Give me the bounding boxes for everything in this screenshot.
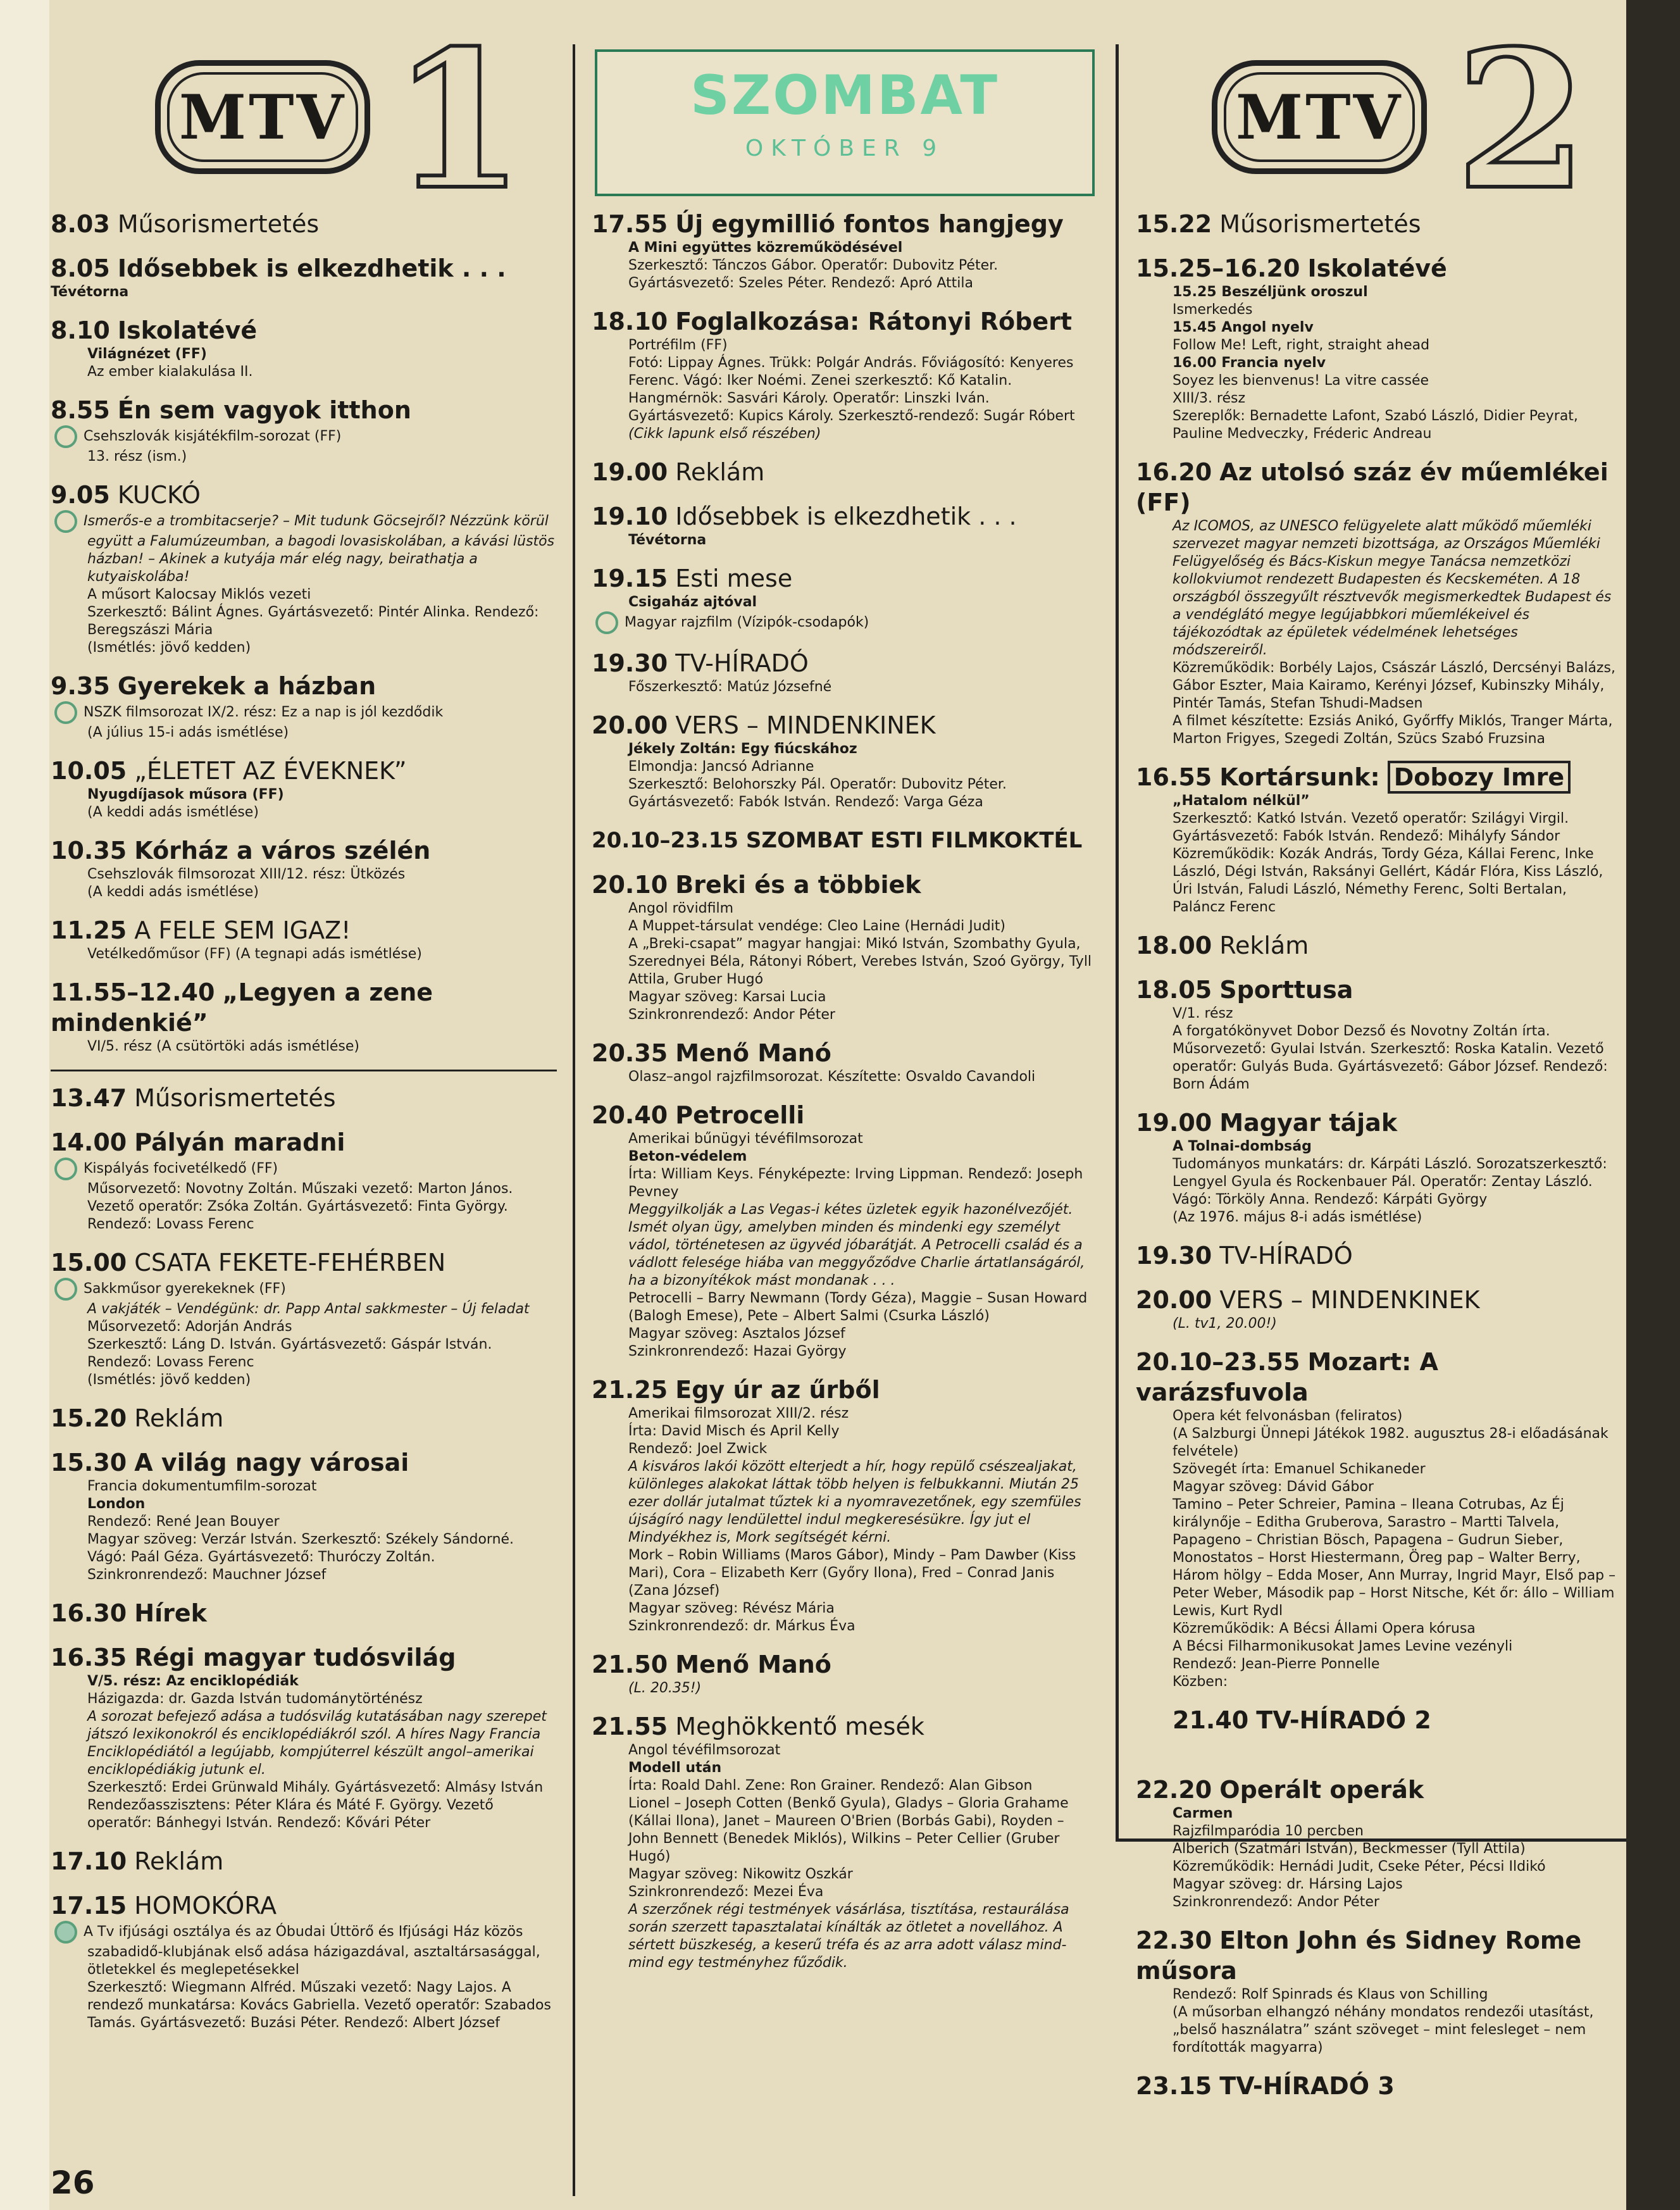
program-note: (Ismétlés: jövő kedden) — [87, 1372, 251, 1388]
program-title: Műsorismertetés — [134, 1084, 336, 1112]
program-item — [51, 315, 557, 381]
program-item — [592, 710, 1098, 811]
program-item — [592, 1100, 1098, 1361]
program-title: Menő Manó — [675, 1039, 831, 1067]
program-note: (Cikk lapunk első részében) — [628, 426, 821, 442]
program-credits: Magyar szöveg: Révész Mária — [628, 1601, 835, 1616]
program-desc: Angol rövidfilm — [628, 901, 734, 916]
program-item — [592, 563, 1098, 634]
program-item — [1136, 209, 1617, 239]
program-credits: Rendező: Jean-Pierre Ponnelle — [1173, 1656, 1380, 1672]
program-title: Reklám — [675, 458, 765, 486]
program-credits: Szerkesztő: Bálint Ágnes. Gyártásvezető: Pintér Alinka. Rendező: Beregszászi Mária — [87, 604, 539, 638]
program-title: VERS – MINDENKINEK — [1219, 1286, 1480, 1314]
program-summary: Az ICOMOS, az UNESCO felügyelete alatt működő műemléki szervezet magyar nemzeti bizottsága, az Országos Műemléki Felügyelőség és Bács-Kiskun megye Tanácsa nemzetközi kollokviumot rendezett Budapesten és Kecskeméten. A 18 országból összegyűlt résztvevők megismerkedtek Budapest és a vendéglátó megye legújabbkori műemlékeivel és tájékozódtak az épületek védelmének lehetséges módszereiről. — [1173, 518, 1612, 658]
time: 11.25 — [51, 916, 127, 944]
program-desc: Soyez les bienvenus! La vitre cassée — [1173, 373, 1429, 389]
program-credits: A „Breki-csapat” magyar hangjai: Mikó István, Szombathy Gyula, Szerednyei Béla, Rátonyi Róbert, Verebes István, Szoó György, Tyll Attila, Gruber Hugó — [628, 936, 1092, 987]
program-desc: Vetélkedőműsor (FF) (A tegnapi adás ismétlése) — [87, 946, 422, 962]
program-item — [51, 835, 557, 901]
program-item — [1136, 1775, 1617, 1911]
program-title: VERS – MINDENKINEK — [675, 711, 936, 739]
program-item — [51, 1642, 557, 1832]
program-credits: Szinkronrendező: dr. Márkus Éva — [628, 1618, 856, 1634]
time: 10.35 — [51, 837, 127, 865]
program-title: Egy úr az űrből — [675, 1376, 880, 1404]
program-item — [1136, 1285, 1617, 1333]
program-desc: Elmondja: Jancsó Adrianne — [628, 759, 814, 775]
program-title: TV-HÍRADÓ — [675, 649, 809, 677]
program-summary: Ismerős-e a trombitacserje? – Mit tudunk Göcsejről? Nézzünk körül együtt a Falumúzeumban, a bagodi lovasiskolában, a kávási lüstös házban! – Akinek a kutyája már elég nagy, beirathatja a kutyaiskolába! — [84, 513, 555, 585]
program-credits: Tudományos munkatárs: dr. Kárpáti László. Sorozatszerkesztő: Lengyel Gyula és Rockenbauer Pál. Operatőr: Zentay László. Vágó: Törköly Anna. Rendező: Kárpáti György — [1173, 1156, 1607, 1208]
program-credits: Írta: Roald Dahl. Zene: Ron Grainer. Rendező: Alan Gibson — [628, 1778, 1033, 1794]
program-title: Idősebbek is elkezdhetik . . . — [675, 503, 1017, 530]
time: 8.55 — [51, 396, 110, 424]
program-credits: A Bécsi Filharmonikusokat James Levine vezényli — [1173, 1639, 1513, 1654]
program-item — [51, 480, 557, 657]
time: 19.00 — [592, 458, 668, 486]
program-credits: Szerkesztő: Belohorszky Pál. Operatőr: Dubovitz Péter. Gyártásvezető: Fabók István. Rendező: Varga Géza — [628, 777, 1007, 810]
program-block-heading — [592, 825, 1098, 856]
program-credits: Magyar szöveg: Verzár István. Szerkesztő: Székely Sándorné. Vágó: Paál Géza. Gyártásvezető: Thuróczy Zoltán. Szinkronrendező: Mauchner József — [87, 1532, 514, 1583]
program-item — [592, 209, 1098, 292]
program-subtitle: Nyugdíjasok műsora (FF) — [87, 787, 284, 802]
program-title: Magyar tájak — [1219, 1109, 1398, 1137]
program-item — [51, 1447, 557, 1584]
program-item — [51, 1890, 557, 2032]
time: 9.05 — [51, 481, 110, 509]
program-cast: Tamino – Peter Schreier, Pamina – Ileana Cotrubas, Az Éj királynője – Editha Gruberova, Sarastro – Martti Talvela, Papageno – Christian Bösch, Papagena – Gudrun Sieber, Monostatos – Horst Hiestermann, Öreg pap – Walter Berry, Három hölgy – Edda Moser, Ann Murray, Ingrid Mayr, Első pap – Peter Weber, Második pap – Horst Nitsche, Két őr: állo – William Lewis, Kurt Rydl — [1173, 1497, 1616, 1619]
program-credits: Magyar szöveg: Asztalos József — [628, 1326, 845, 1342]
program-title: CSATA FEKETE-FEHÉRBEN — [134, 1249, 446, 1277]
program-cast: Petrocelli – Barry Newmann (Tordy Géza), Maggie – Susan Howard (Balogh Emese), Pete – Albert Salmi (Csurka László) — [628, 1290, 1088, 1324]
program-item — [592, 1038, 1098, 1086]
program-desc: A Tv ifjúsági osztálya és az Óbudai Úttörő és Ifjúsági Ház közös szabadidő-klubjának első adása házigazdával, asztaltársasággal, ötletekkel és meglepetésekkel — [84, 1924, 540, 1978]
program-title: Gyerekek a házban — [117, 672, 376, 700]
program-item — [1136, 2071, 1617, 2101]
program-item — [51, 1127, 557, 1233]
program-credits: Szerkesztő: Katkó István. Vezető operatőr: Szilágyi Virgil. Gyártásvezető: Fabók István. Rendező: Mihályfy Sándor — [1173, 811, 1569, 844]
program-item — [1136, 1240, 1617, 1271]
time: 14.00 — [51, 1128, 127, 1156]
program-desc: Rajzfilmparódia 10 percben — [1173, 1823, 1364, 1839]
time: 8.05 — [51, 254, 110, 282]
time: 16.30 — [51, 1599, 127, 1627]
program-item — [592, 648, 1098, 696]
program-desc: Sakkműsor gyerekeknek (FF) — [84, 1281, 286, 1297]
program-title: Reklám — [1219, 932, 1309, 959]
mtv1-logo-text: MTV — [178, 81, 347, 153]
program-cast: Szereplők: Bernadette Lafont, Szabó László, Didier Peyrat, Pauline Medveczky, Fréderic Andreau — [1173, 408, 1578, 442]
program-note: (A július 15-i adás ismétlése) — [87, 725, 289, 740]
page-margin-right — [1626, 0, 1680, 2210]
program-summary: Meggyilkolják a Las Vegas-i kétes üzletek egyik hazonélvezőjét. Ismét olyan ügy, amelyben minden és mindenki egy személyt vádol, történetesen az ügyvéd jóbarátját. A Petrocelli család és a vádlott felesége hiába van meggyőződve Charlie ártatlanságáról, ha a bizonyítékok mást mondanak . . . — [628, 1202, 1085, 1289]
program-title: „ÉLETET AZ ÉVEKNEK” — [134, 757, 407, 785]
program-subtitle: Modell után — [628, 1760, 722, 1776]
program-desc: Kispályás focivetélkedő (FF) — [84, 1161, 278, 1177]
program-title: Kortársunk: — [1219, 763, 1380, 791]
program-title: Műsorismertetés — [117, 210, 320, 238]
program-subtitle: Tévétorna — [628, 532, 707, 548]
time: 15.20 — [51, 1404, 127, 1432]
program-credits: Közreműködik: Borbély Lajos, Császár László, Dercsényi Balázs, Gábor Eszter, Maia Kairamo, Kerényi József, Kubinszky Mihály, Pintér Tamás, Stefan Tshudi-Madsen — [1173, 660, 1615, 711]
program-cast: Alberich (Szatmári István), Beckmesser (Tyll Attila) — [1173, 1841, 1526, 1857]
program-item — [1136, 1347, 1617, 1691]
day-name: SZOMBAT — [690, 64, 1000, 127]
time: 19.30 — [1136, 1242, 1212, 1270]
program-subtitle: Világnézet (FF) — [87, 346, 207, 362]
program-subtitle: A Tolnai-dombság — [1173, 1139, 1312, 1154]
program-title: Sporttusa — [1219, 976, 1353, 1004]
program-summary: A sorozat befejező adása a tudósvilág kutatásában nagy szerepet játszó lexikonokról és enciklopédiákról szól. A híres Nagy Francia Enciklopédiától a legújabb, kompjúterrel készült angol–amerikai enciklopédiákig jutunk el. — [87, 1709, 547, 1778]
program-title: KUCKÓ — [117, 481, 201, 509]
program-item — [51, 977, 557, 1056]
program-title: Reklám — [134, 1847, 224, 1875]
program-credits: Rendező: Rolf Spinrads és Klaus von Schilling — [1173, 1987, 1488, 2002]
program-item — [51, 1403, 557, 1433]
time: 20.35 — [592, 1039, 668, 1067]
program-desc: V/1. rész — [1173, 1006, 1233, 1021]
program-title: Menő Manó — [675, 1651, 831, 1678]
date-header — [595, 49, 1095, 196]
program-note: (L. 20.35!) — [628, 1680, 702, 1696]
program-item — [592, 306, 1098, 443]
page-margin-left — [0, 0, 49, 2210]
mtv1-column — [51, 209, 557, 2046]
program-desc: Csehszlovák filmsorozat XIII/12. rész: Ütközés — [87, 866, 406, 882]
program-note: (Az 1976. május 8-i adás ismétlése) — [1173, 1209, 1422, 1225]
program-title: A FELE SEM IGAZ! — [134, 916, 351, 944]
program-desc: Opera két felvonásban (feliratos) — [1173, 1408, 1403, 1424]
program-item — [51, 253, 557, 301]
section-divider — [51, 1070, 557, 1071]
program-desc: Az ember kialakulása II. — [87, 364, 253, 380]
time: 8.03 — [51, 210, 110, 238]
program-title: Mozart: A varázsfuvola — [1136, 1348, 1438, 1406]
program-subtitle: V/5. rész: Az enciklopédiák — [87, 1673, 299, 1689]
program-desc: Angol tévéfilmsorozat — [628, 1742, 781, 1758]
color-broadcast-icon — [595, 611, 618, 634]
program-title: Az utolsó száz év műemlékei (FF) — [1136, 458, 1608, 516]
time: 8.10 — [51, 316, 110, 344]
mtv2-logo — [1212, 60, 1427, 174]
program-credits: Szerkesztő: Erdei Grünwald Mihály. Gyártásvezető: Almásy István Rendezőasszisztens: Péter Klára és Máté F. György. Vezető operatőr: Bánhegyi István. Rendező: Kővári Péter — [87, 1780, 544, 1831]
time: 22.20 — [1136, 1776, 1212, 1804]
program-title: Meghökkentő mesék — [675, 1713, 924, 1740]
program-credits: Rendező: René Jean Bouyer — [87, 1514, 280, 1530]
time: 19.00 — [1136, 1109, 1212, 1137]
program-note: (A keddi adás ismétlése) — [87, 804, 259, 820]
color-broadcast-icon — [54, 701, 77, 724]
mtv2-column — [1136, 209, 1617, 2115]
featured-name-box: Dobozy Imre — [1388, 761, 1571, 794]
program-title: Pályán maradni — [134, 1128, 345, 1156]
time: 21.40 — [1173, 1706, 1249, 1734]
column-divider-2 — [1116, 44, 1119, 1842]
program-title: Kórház a város szélén — [134, 837, 431, 865]
program-desc: 13. rész (ism.) — [87, 449, 187, 465]
date-label: OKTÓBER 9 — [745, 135, 945, 161]
time: 15.00 — [51, 1249, 127, 1277]
program-title: Én sem vagyok itthon — [117, 396, 411, 424]
program-item — [51, 1083, 557, 1113]
program-credits: Írta: David Misch és April Kelly — [628, 1423, 840, 1439]
time: 22.30 — [1136, 1926, 1212, 1954]
program-subtitle: „Hatalom nélkül” — [1173, 793, 1310, 809]
program-subtitle: Tévétorna — [51, 284, 129, 300]
program-note: (A műsorban elhangzó néhány mondatos rendezői utasítást, „belső használatra” szánt szöveget – mint felesleget – nem fordították magyarra) — [1173, 2004, 1594, 2056]
program-item — [592, 870, 1098, 1024]
program-item — [51, 1598, 557, 1628]
color-broadcast-icon — [54, 1278, 77, 1301]
program-item — [1136, 457, 1617, 748]
program-item — [1136, 762, 1617, 916]
block-title: 20.10–23.15 SZOMBAT ESTI FILMKOKTÉL — [592, 828, 1083, 853]
program-credits: Közreműködik: Hernádi Judit, Cseke Péter, Pécsi Ildikó — [1173, 1859, 1546, 1875]
program-title: A világ nagy városai — [134, 1449, 409, 1476]
time: 16.55 — [1136, 763, 1212, 791]
program-title: Reklám — [134, 1404, 224, 1432]
time: 20.00 — [1136, 1286, 1212, 1314]
program-note: (L. tv1, 20.00!) — [1173, 1316, 1277, 1332]
program-item — [592, 501, 1098, 549]
program-title: Esti mese — [675, 565, 793, 592]
channel-1-numeral: 1 — [392, 8, 525, 232]
program-cast: Lionel – Joseph Cotten (Benkő Gyula), Gladys – Gloria Grahame (Kállai Ilona), Janet – Maureen O'Brien (Borbás Gabi), Royden – John Bennett (Benedek Miklós), Wilkins – Peter Cellier (Gruber Hugó) — [628, 1795, 1069, 1864]
color-broadcast-icon — [54, 425, 77, 448]
program-subtitle: 15.45 Angol nyelv — [1173, 320, 1314, 335]
program-credits: Rendező: Joel Zwick — [628, 1441, 768, 1457]
program-subtitle: A Mini együttes közreműködésével — [628, 240, 903, 256]
time: 21.50 — [592, 1651, 668, 1678]
program-credits: Magyar szöveg: Karsai Lucia — [628, 989, 826, 1005]
program-credits: Magyar szöveg: Nikowitz Oszkár — [628, 1866, 853, 1882]
program-credits: Magyar szöveg: dr. Hársing Lajos — [1173, 1876, 1403, 1892]
program-item — [1136, 1705, 1617, 1735]
time: 15.25–16.20 — [1136, 254, 1300, 282]
time: 10.05 — [51, 757, 127, 785]
program-item — [1136, 1108, 1617, 1227]
program-title: Elton John és Sidney Rome műsora — [1136, 1926, 1582, 1985]
time: 13.47 — [51, 1084, 127, 1112]
time: 20.10 — [592, 871, 668, 899]
program-desc: Olasz–angol rajzfilmsorozat. Készítette: Osvaldo Cavandoli — [628, 1069, 1036, 1085]
program-desc: NSZK filmsorozat IX/2. rész: Ez a nap is jól kezdődik — [84, 704, 444, 720]
program-desc: A műsort Kalocsay Miklós vezeti — [87, 587, 311, 602]
program-item — [51, 395, 557, 466]
program-title: Iskolatévé — [1307, 254, 1447, 282]
program-note: (A Salzburgi Ünnepi Játékok 1982. augusztus 28-i előadásának felvétele) — [1173, 1426, 1608, 1459]
program-item — [51, 1247, 557, 1389]
program-title: Iskolatévé — [117, 316, 258, 344]
channel-2-numeral: 2 — [1455, 8, 1588, 232]
program-item — [592, 1649, 1098, 1697]
program-credits: Magyar szöveg: Dávid Gábor — [1173, 1479, 1374, 1495]
mtv2-logo-text: MTV — [1235, 81, 1403, 153]
program-credits: Szinkronrendező: Mezei Éva — [628, 1884, 824, 1900]
time: 20.40 — [592, 1101, 668, 1129]
program-subtitle: Jékely Zoltán: Egy fiúcskához — [628, 741, 857, 757]
program-desc: Amerikai bűnügyi tévéfilmsorozat — [628, 1131, 863, 1147]
program-item — [1136, 1925, 1617, 2057]
program-cast: Mork – Robin Williams (Maros Gábor), Mindy – Pam Dawber (Kiss Mari), Cora – Elizabeth Kerr (Győry Ilona), Fred – Conrad Janis (Zana József) — [628, 1547, 1076, 1599]
program-title: Műsorismertetés — [1219, 210, 1421, 238]
program-credits: Szinkronrendező: Andor Péter — [628, 1007, 835, 1023]
program-credits: Szerkesztő: Láng D. István. Gyártásvezető: Gáspár István. Rendező: Lovass Ferenc — [87, 1337, 492, 1370]
program-credits: Műsorvezető: Adorján András — [87, 1319, 292, 1335]
program-title: Operált operák — [1219, 1776, 1424, 1804]
program-credits: Szerkesztő: Wiegmann Alfréd. Műszaki vezető: Nagy Lajos. A rendező munkatársa: Kovács Gabriella. Vezető operatőr: Szabados Tamás. Gyártásvezető: Buzási Péter. Rendező: Albert József — [87, 1980, 551, 2031]
program-desc: VI/5. rész (A csütörtöki adás ismétlése) — [87, 1039, 359, 1054]
program-subtitle: Beton-védelem — [628, 1149, 747, 1164]
time: 17.10 — [51, 1847, 127, 1875]
program-item — [51, 756, 557, 821]
time: 15.22 — [1136, 210, 1212, 238]
time: 17.15 — [51, 1892, 127, 1920]
program-summary: A szerzőnek régi testmények vásárlása, tisztítása, restaurálása során szerzett tapasztalatai kínálták az ötletet a novellához. A sértett büszkeség, a keserű tréfa és az arra adott válasz mind-mind egy testményhez fűződik. — [628, 1902, 1069, 1971]
program-cast: Közreműködik: Kozák András, Tordy Géza, Kállai Ferenc, Inke László, Dégi István, Raksányi Gellért, Kádár Flóra, Kiss László, Úri István, Faludi László, Némethy Ferenc, Solti Bertalan, Paláncz Ferenc — [1173, 846, 1603, 915]
time: 18.05 — [1136, 976, 1212, 1004]
program-title: „Legyen a zene mindenkié” — [51, 978, 433, 1037]
program-desc: Francia dokumentumfilm-sorozat — [87, 1478, 317, 1494]
program-summary: A vakjáték – Vendégünk: dr. Papp Antal sakkmester – Új feladat — [87, 1301, 530, 1317]
program-item — [592, 457, 1098, 487]
program-credits: Közreműködik: A Bécsi Állami Opera kórusa — [1173, 1621, 1476, 1637]
program-desc: A Muppet-társulat vendége: Cleo Laine (Hernádi Judit) — [628, 918, 1005, 934]
program-title: Új egymillió fontos hangjegy — [675, 210, 1064, 238]
program-title: TV-HÍRADÓ 2 — [1256, 1706, 1431, 1734]
program-credits: A filmet készítette: Ezsiás Anikó, Győrffy Miklós, Tranger Márta, Marton Frigyes, Szegedi Zoltán, Szücs Szabó Fruzsina — [1173, 713, 1613, 747]
program-desc: Amerikai filmsorozat XIII/2. rész — [628, 1406, 849, 1421]
program-desc: Portréfilm (FF) — [628, 337, 728, 353]
program-credits: Fotó: Lippay Ágnes. Trükk: Polgár András. Főviágosító: Kenyeres Ferenc. Vágó: Iker Noémi. Zenei szerkesztő: Kő Katalin. Hangmérnök: Sasvári Károly. Operatőr: Linszki Iván. Gyártásvezető: Kupics Károly. Szerkesztő-rendező: Sugár Róbert — [628, 355, 1075, 424]
program-item — [592, 1375, 1098, 1635]
program-note: (Ismétlés: jövő kedden) — [87, 640, 251, 656]
program-subtitle: London — [87, 1496, 146, 1512]
program-credits: Írta: William Keys. Fényképezte: Irving Lippman. Rendező: Joseph Pevney — [628, 1166, 1083, 1200]
saturday-evening-column — [592, 209, 1098, 1986]
time: 19.10 — [592, 503, 668, 530]
time: 19.30 — [592, 649, 668, 677]
program-title: TV-HÍRADÓ 3 — [1219, 2072, 1395, 2100]
program-item — [51, 671, 557, 742]
program-credits: Szinkronrendező: Hazai György — [628, 1344, 847, 1359]
program-desc: Magyar rajzfilm (Vízipók-csodapók) — [625, 615, 869, 630]
program-subtitle: 16.00 Francia nyelv — [1173, 355, 1326, 371]
color-broadcast-icon — [54, 1921, 77, 1944]
time: 18.10 — [592, 308, 668, 335]
color-broadcast-icon — [54, 510, 77, 533]
mtv1-logo — [155, 60, 370, 174]
program-title: Idősebbek is elkezdhetik . . . — [117, 254, 506, 282]
program-item — [1136, 253, 1617, 443]
program-desc: Follow Me! Left, right, straight ahead — [1173, 337, 1430, 353]
program-desc: XIII/3. rész — [1173, 390, 1246, 406]
page-number: 26 — [51, 2164, 95, 2201]
program-note: Közben: — [1173, 1674, 1228, 1690]
program-title: Hírek — [134, 1599, 207, 1627]
program-title: Foglalkozása: Rátonyi Róbert — [675, 308, 1073, 335]
program-note: (A keddi adás ismétlése) — [87, 884, 259, 900]
program-title: TV-HÍRADÓ — [1219, 1242, 1353, 1270]
program-credits: Szinkronrendező: Andor Péter — [1173, 1894, 1379, 1910]
program-credits: Műsorvezető: Novotny Zoltán. Műszaki vezető: Marton János. Vezető operatőr: Zsóka Zoltán. Gyártásvezető: Finta György. Rendező: Lovass Ferenc — [87, 1181, 513, 1232]
program-desc: Ismerkedés — [1173, 302, 1253, 318]
time: 11.55–12.40 — [51, 978, 215, 1006]
time: 9.35 — [51, 672, 110, 700]
program-desc: Házigazda: dr. Gazda István tudománytörténész — [87, 1691, 423, 1707]
program-subtitle: Carmen — [1173, 1806, 1233, 1821]
time: 16.20 — [1136, 458, 1212, 486]
time: 20.10–23.55 — [1136, 1348, 1300, 1376]
time: 18.00 — [1136, 932, 1212, 959]
program-item — [51, 915, 557, 963]
color-broadcast-icon — [54, 1158, 77, 1180]
program-item — [1136, 975, 1617, 1094]
time: 16.35 — [51, 1644, 127, 1671]
program-subtitle: 15.25 Beszéljünk oroszul — [1173, 284, 1368, 300]
time: 20.00 — [592, 711, 668, 739]
time: 23.15 — [1136, 2072, 1212, 2100]
program-credits: Szerkesztő: Tánczos Gábor. Operatőr: Dubovitz Péter. Gyártásvezető: Szeles Péter. Rendező: Apró Attila — [628, 258, 999, 291]
program-credits: Főszerkesztő: Matúz Józsefné — [628, 679, 832, 695]
program-title: HOMOKÓRA — [134, 1892, 277, 1920]
time: 19.15 — [592, 565, 668, 592]
time: 17.55 — [592, 210, 668, 238]
program-desc: Csehszlovák kisjátékfilm-sorozat (FF) — [84, 428, 342, 444]
time: 15.30 — [51, 1449, 127, 1476]
program-item — [51, 1846, 557, 1876]
time: 21.55 — [592, 1713, 668, 1740]
program-title: Petrocelli — [675, 1101, 805, 1129]
time: 21.25 — [592, 1376, 668, 1404]
program-credits: A forgatókönyvet Dobor Dezső és Novotny Zoltán írta. Műsorvezető: Gyulai István. Szerkesztő: Roska Katalin. Vezető operatőr: Gulyás Buda. Gyártásvezető: Gábor József. Rendező: Born Ádám — [1173, 1023, 1608, 1092]
program-title: Breki és a többiek — [675, 871, 921, 899]
program-summary: A kisváros lakói között elterjedt a hír, hogy repülő csészealjakat, különleges alakokat láttak több helyen is felbukkanni. Miután 25 ezer dollár jutalmat tűztek ki a nyomravezetőnek, egy szemfüles újságíró nagy lendülettel indul megkeresésükre. Így jut el Mindyékhez is, Mork segítségét kérni. — [628, 1459, 1081, 1545]
program-item — [1136, 930, 1617, 961]
column-divider-1 — [573, 44, 575, 2196]
program-item — [592, 1711, 1098, 1972]
program-subtitle: Csigaház ajtóval — [628, 594, 757, 610]
program-title: Régi magyar tudósvilág — [134, 1644, 456, 1671]
program-item — [51, 209, 557, 239]
program-credits: Szövegét írta: Emanuel Schikaneder — [1173, 1461, 1426, 1477]
